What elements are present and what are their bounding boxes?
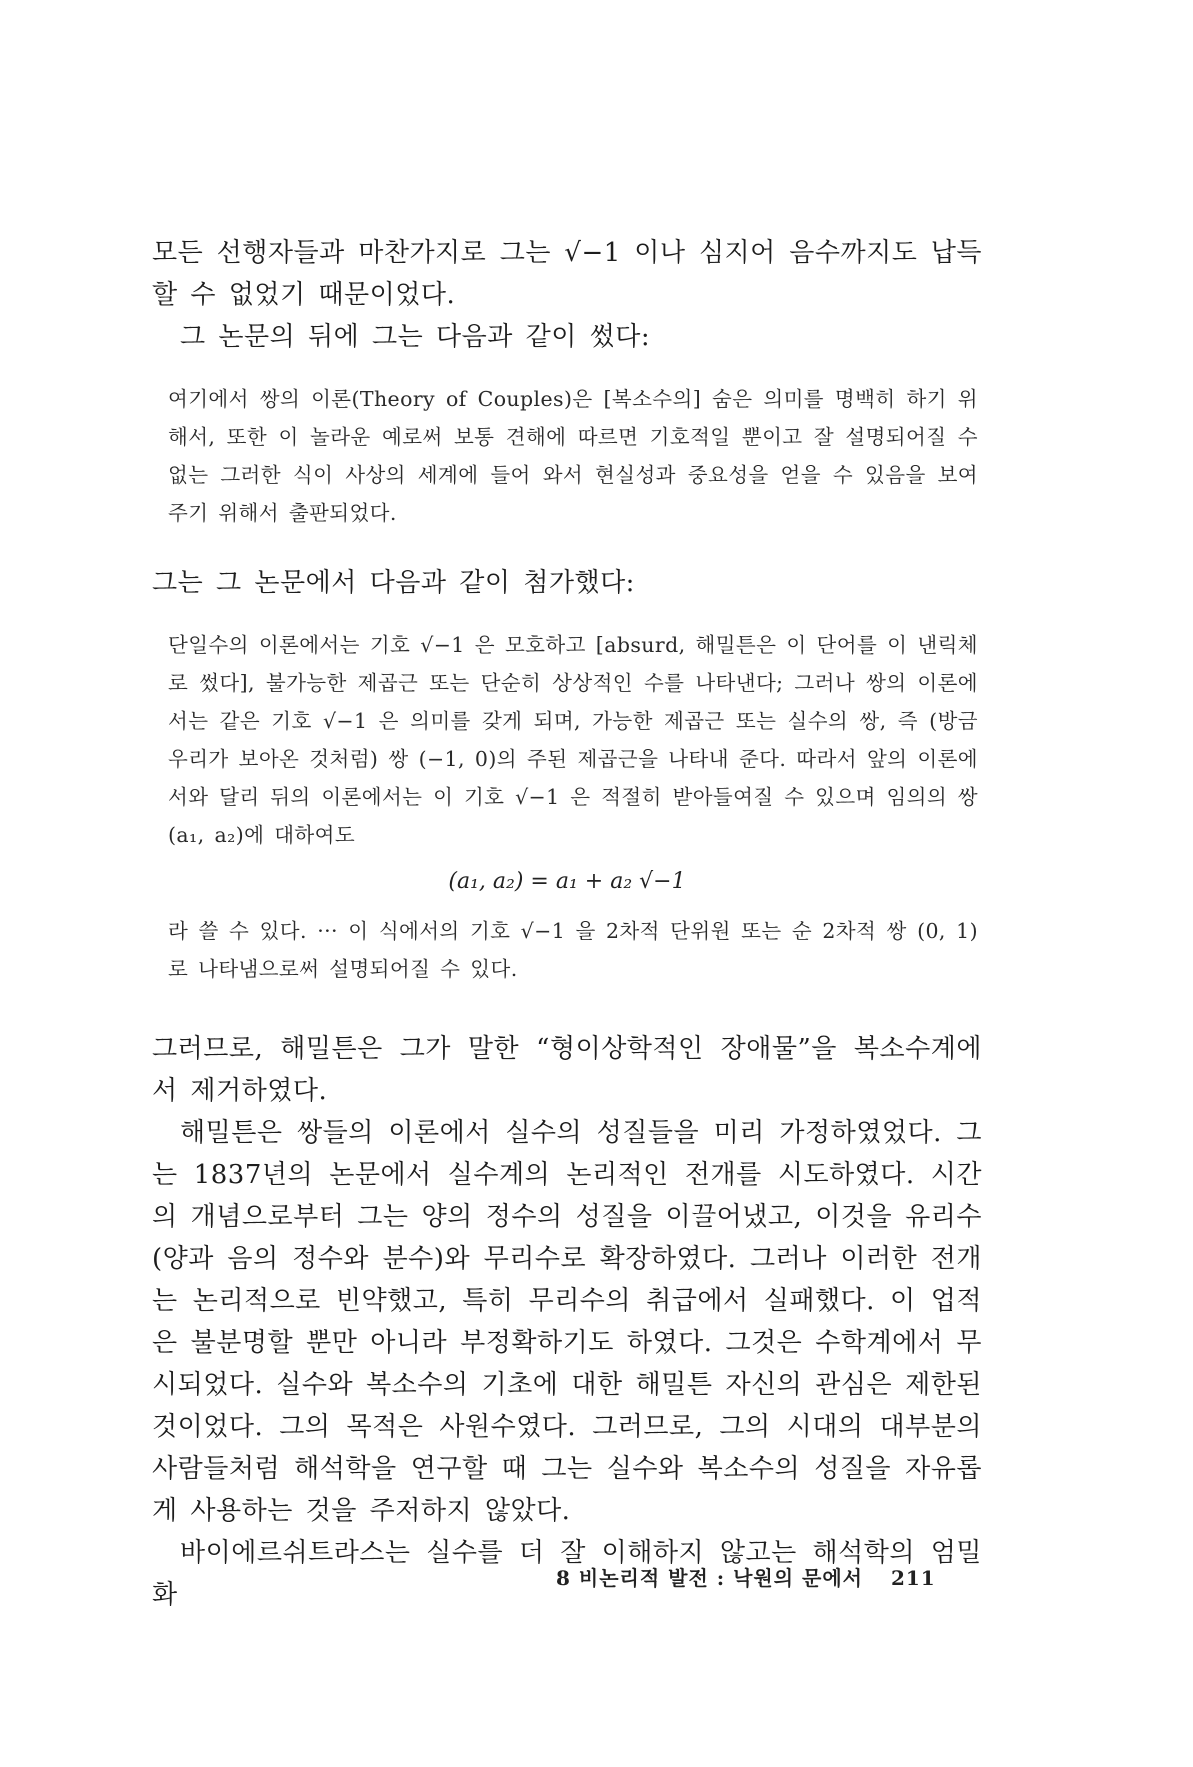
running-head: 8 비논리적 발전 : 낙원의 문에서	[556, 1566, 863, 1590]
paragraph-6: 바이에르쉬트라스는 실수를 더 잘 이해하지 않고는 해석학의 엄밀화	[152, 1538, 982, 1610]
paragraph-1: 모든 선행자들과 마찬가지로 그는 √−1 이나 심지어 음수까지도 납득할 수 없었기 때문이었다.	[152, 238, 982, 310]
block-quote-1: 여기에서 쌍의 이론(Theory of Couples)은 [복소수의] 숨은 의미를 명백히 하기 위해서, 또한 이 놀라운 예로써 보통 견해에 따르면 기호적일 뿐이고 잘 설명되어질 수 없는 그러한 식이 사상의 세계에 들어 와서 현실성과 중요성을 얻을 수 있음을 보여 주기 위해서 출판되었다.	[168, 387, 978, 525]
block-quote-3: 라 쓸 수 있다. ··· 이 식에서의 기호 √−1 을 2차적 단위원 또는 순 2차적 쌍 (0, 1)로 나타냄으로써 설명되어질 수 있다.	[168, 919, 978, 981]
paragraph-3: 그는 그 논문에서 다음과 같이 첨가했다:	[152, 568, 635, 598]
page-footer	[556, 1562, 936, 1591]
paragraph-2: 그 논문의 뒤에 그는 다음과 같이 썼다:	[180, 322, 651, 352]
formula: (a₁, a₂) = a₁ + a₂ √−1	[448, 869, 686, 894]
paragraph-4: 그러므로, 해밀튼은 그가 말한 “형이상학적인 장애물”을 복소수계에서 제거하였다.	[152, 1034, 982, 1106]
page-number: 211	[890, 1566, 936, 1590]
block-quote-2: 단일수의 이론에서는 기호 √−1 은 모호하고 [absurd, 해밀튼은 이 단어를 이 낸릭체로 썼다], 불가능한 제곱근 또는 단순히 상상적인 수를 나타낸다; 그러나 쌍의 이론에서는 같은 기호 √−1 은 의미를 갖게 되며, 가능한 제곱근 또는 실수의 쌍, 즉 (방금 우리가 보아온 것처럼) 쌍 (−1, 0)의 주된 제곱근을 나타내 준다. 따라서 앞의 이론에서와 달리 뒤의 이론에서는 이 기호 √−1 은 적절히 받아들여질 수 있으며 임의의 쌍 (a₁, a₂)에 대하여도	[168, 633, 978, 847]
paragraph-5: 해밀튼은 쌍들의 이론에서 실수의 성질들을 미리 가정하였었다. 그는 1837년의 논문에서 실수계의 논리적인 전개를 시도하였다. 시간의 개념으로부터 그는 양의 정수의 성질을 이끌어냈고, 이것을 유리수 (양과 음의 정수와 분수)와 무리수로 확장하였다. 그러나 이러한 전개는 논리적으로 빈약했고, 특히 무리수의 취급에서 실패했다. 이 업적은 불분명할 뿐만 아니라 부정확하기도 하였다. 그것은 수학계에서 무시되었다. 실수와 복소수의 기초에 대한 해밀튼 자신의 관심은 제한된 것이었다. 그의 목적은 사원수였다. 그러므로, 그의 시대의 대부분의 사람들처럼 해석학을 연구할 때 그는 실수와 복소수의 성질을 자유롭게 사용하는 것을 주저하지 않았다.	[152, 1118, 982, 1526]
page-body	[152, 232, 982, 1616]
